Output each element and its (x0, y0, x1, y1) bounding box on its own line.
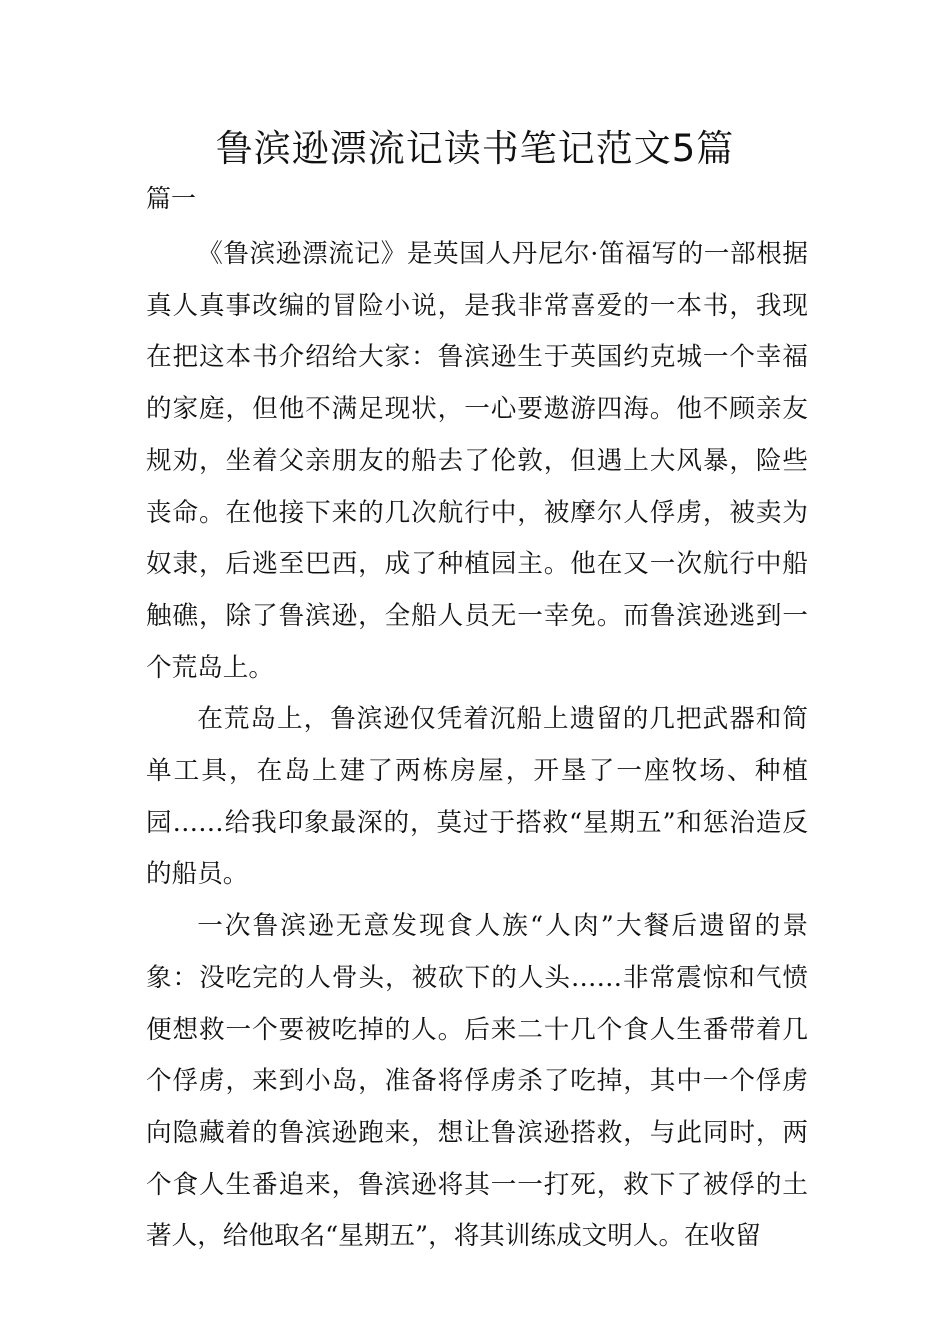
document-body (146, 229, 808, 1263)
paragraph: 《鲁滨逊漂流记》是英国人丹尼尔·笛福写的一部根据真人真事改编的冒险小说，是我非常喜爱的一本书，我现在把这本书介绍给大家：鲁滨逊生于英国约克城一个幸福的家庭，但他不满足现状，一心要遨游四海。他不顾亲友规劝，坐着父亲朋友的船去了伦敦，但遇上大风暴，险些丧命。在他接下来的几次航行中，被摩尔人俘虏，被卖为奴隶，后逃至巴西，成了种植园主。他在又一次航行中船触礁，除了鲁滨逊，全船人员无一幸免。而鲁滨逊逃到一个荒岛上。 (146, 239, 808, 683)
paragraph: 一次鲁滨逊无意发现食人族“人肉”大餐后遗留的景象：没吃完的人骨头，被砍下的人头……非常震惊和气愤便想救一个要被吃掉的人。后来二十几个食人生番带着几个俘虏，来到小岛，准备将俘虏杀了吃掉，其中一个俘虏向隐藏着的鲁滨逊跑来，想让鲁滨逊搭救，与此同时，两个食人生番追来，鲁滨逊将其一一打死，救下了被俘的土著人，给他取名“星期五”，将其训练成文明人。在收留 (146, 911, 808, 1252)
paragraph: 在荒岛上，鲁滨逊仅凭着沉船上遗留的几把武器和简单工具，在岛上建了两栋房屋，开垦了一座牧场、种植园……给我印象最深的，莫过于搭救“星期五”和惩治造反的船员。 (146, 704, 808, 890)
document-title: 鲁滨逊漂流记读书笔记范文5篇 (215, 127, 735, 170)
section-label: 篇一 (146, 184, 197, 213)
